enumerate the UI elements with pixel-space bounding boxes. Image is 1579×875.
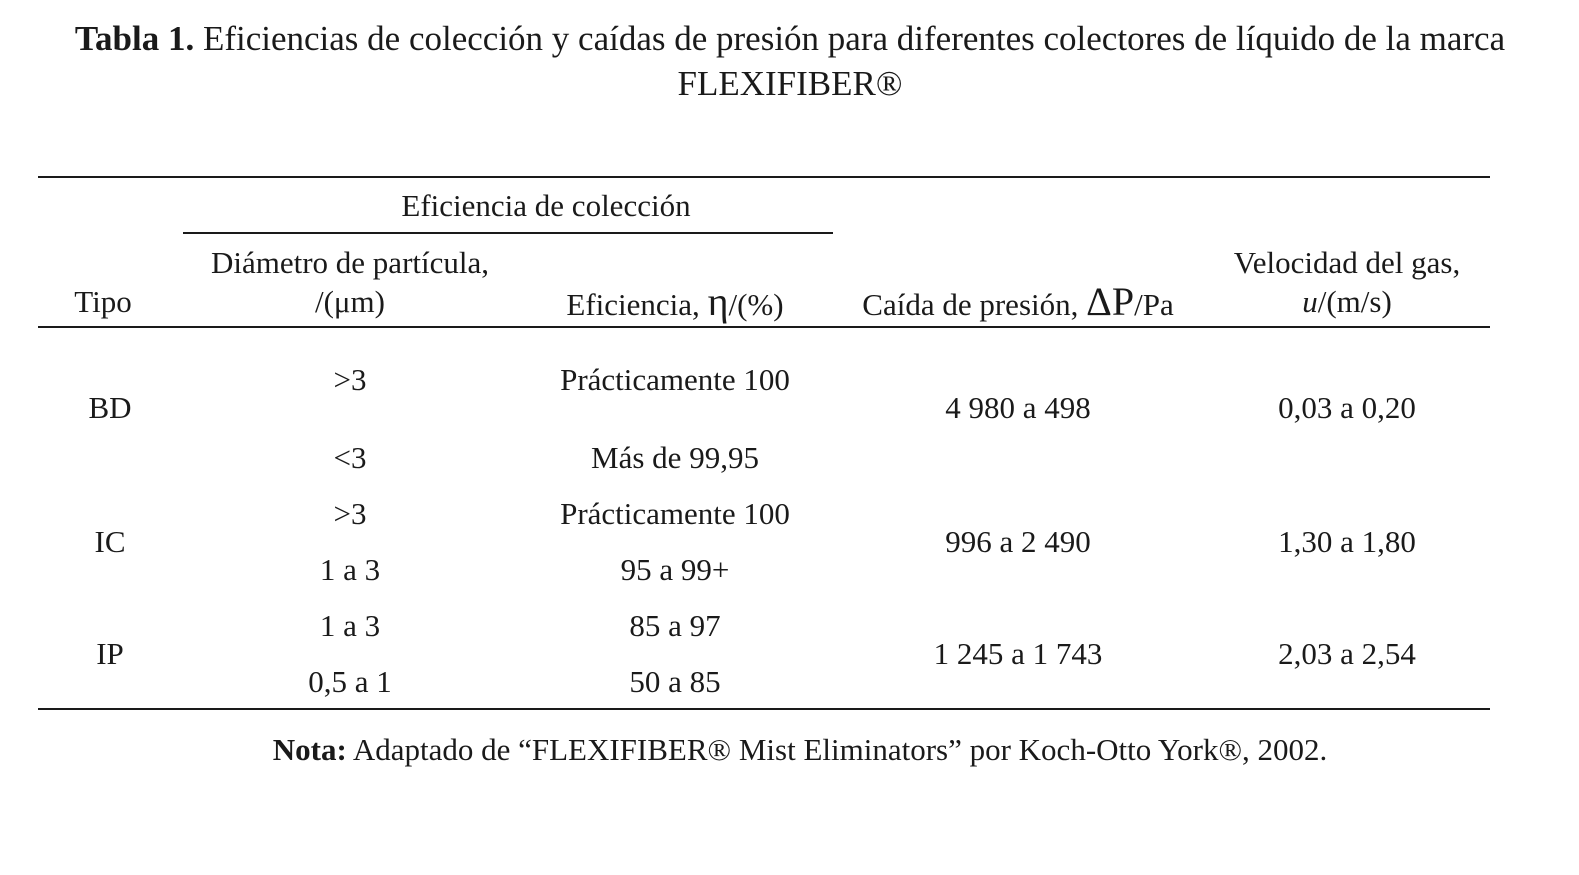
header-diametro-line1: Diámetro de partícula, (210, 245, 490, 280)
header-velocidad-line1: Velocidad del gas, (1233, 245, 1461, 280)
row-bd-caida: 4 980 a 498 (945, 390, 1091, 425)
row-ic-caida: 996 a 2 490 (945, 524, 1091, 559)
row-bd-tipo: BD (88, 390, 132, 425)
caption-text: Eficiencias de colección y caídas de presión para diferentes colectores de líquido de la marca FLEXIFIBER® (202, 19, 1506, 103)
caption-label: Tabla 1. (74, 19, 195, 58)
row-ic-diam-2: 1 a 3 (319, 552, 381, 587)
row-ip-velocidad: 2,03 a 2,54 (1278, 636, 1416, 671)
header-diametro-line2: /(μm) (315, 284, 385, 319)
header-caida: Caída de presión, ΔP/Pa (862, 279, 1174, 324)
table-note (0, 732, 1579, 768)
row-ip-tipo: IP (96, 636, 124, 671)
top-rule (38, 176, 1490, 178)
row-ic-efic-1: Prácticamente 100 (560, 496, 790, 531)
row-ic-efic-2: 95 a 99+ (620, 552, 730, 587)
row-ip-diam-1: 1 a 3 (319, 608, 381, 643)
row-bd-diam-2: <3 (333, 440, 367, 475)
row-ic-velocidad: 1,30 a 1,80 (1278, 524, 1416, 559)
header-velocidad-line2: u/(m/s) (1302, 284, 1392, 319)
row-ip-efic-2: 50 a 85 (629, 664, 721, 699)
header-tipo: Tipo (74, 284, 132, 319)
delta-p-symbol: ΔP (1086, 279, 1135, 324)
table-caption (60, 16, 1520, 106)
note-text: Adaptado de “FLEXIFIBER® Mist Eliminators” por Koch-Otto York®, 2002. (346, 732, 1328, 767)
row-ic-tipo: IC (94, 524, 126, 559)
row-ip-efic-1: 85 a 97 (629, 608, 721, 643)
row-bd-efic-1: Prácticamente 100 (560, 362, 790, 397)
row-bd-velocidad: 0,03 a 0,20 (1278, 390, 1416, 425)
header-rule (38, 326, 1490, 328)
row-ic-diam-1: >3 (333, 496, 367, 531)
row-bd-diam-1: >3 (333, 362, 367, 397)
group-rule (183, 232, 833, 234)
note-label: Nota: (272, 732, 347, 767)
row-bd-efic-2: Más de 99,95 (591, 440, 759, 475)
bottom-rule (38, 708, 1490, 710)
row-ip-diam-2: 0,5 a 1 (308, 664, 392, 699)
header-eficiencia: Eficiencia, η/(%) (566, 279, 784, 324)
group-header: Eficiencia de colección (401, 188, 691, 223)
eta-symbol: η (707, 279, 729, 324)
row-ip-caida: 1 245 a 1 743 (933, 636, 1103, 671)
